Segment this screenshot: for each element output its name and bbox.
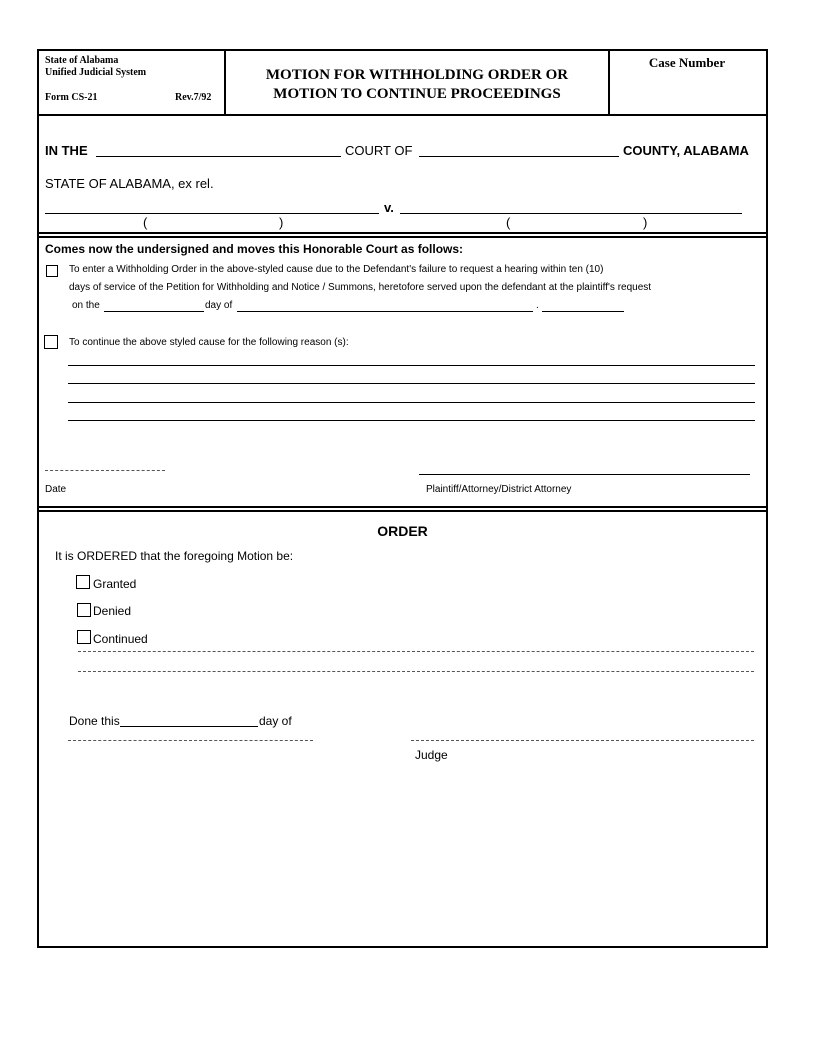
- day-of-label: day of: [205, 300, 233, 311]
- state-name: State of Alabama: [45, 55, 119, 66]
- order-day-of-label: day of: [259, 714, 292, 728]
- versus-label: v.: [384, 200, 394, 215]
- form-number: Form CS-21: [45, 92, 98, 103]
- reason-line[interactable]: [68, 365, 755, 366]
- judge-signature-field[interactable]: [411, 740, 754, 741]
- order-notes-line[interactable]: [78, 671, 754, 672]
- header-bottom-rule: [37, 114, 768, 116]
- withholding-order-checkbox[interactable]: [46, 265, 58, 277]
- date-label: Date: [45, 484, 67, 495]
- case-number-label: Case Number: [648, 55, 726, 70]
- reason-line[interactable]: [68, 420, 755, 421]
- signer-label: Plaintiff/Attorney/District Attorney: [426, 484, 572, 495]
- state-ex-rel-label: STATE OF ALABAMA, ex rel.: [45, 176, 214, 191]
- in-the-label: IN THE: [45, 143, 88, 158]
- option1-text-line1: To enter a Withholding Order in the above-styled cause due to the Defendant's failure to request a hearing within ten (10): [69, 264, 604, 275]
- on-the-label: on the: [72, 300, 100, 311]
- period-mark: .: [536, 300, 539, 311]
- defendant-name-field[interactable]: [400, 213, 742, 214]
- case-number-field[interactable]: [610, 72, 764, 112]
- order-heading: ORDER: [377, 523, 428, 539]
- caption-rule-2: [37, 236, 768, 238]
- plaintiff-name-field[interactable]: [45, 213, 379, 214]
- county-label: COUNTY, ALABAMA: [623, 143, 749, 158]
- court-of-label: COURT OF: [345, 143, 413, 158]
- caption-rule-1: [37, 232, 768, 234]
- title-line-2: MOTION TO CONTINUE PROCEEDINGS: [273, 86, 561, 102]
- reason-line[interactable]: [68, 383, 755, 384]
- reason-line[interactable]: [68, 402, 755, 403]
- system-name: Unified Judicial System: [45, 67, 147, 78]
- order-day-field[interactable]: [120, 726, 258, 727]
- denied-checkbox[interactable]: [77, 603, 91, 617]
- defendant-paren-open: (: [506, 215, 511, 230]
- option2-text: To continue the above styled cause for the following reason (s):: [69, 337, 349, 348]
- agency-block: [45, 55, 146, 79]
- signature-field[interactable]: [419, 474, 750, 475]
- judge-label: Judge: [415, 748, 448, 762]
- service-day-field[interactable]: [104, 311, 204, 312]
- order-intro: It is ORDERED that the foregoing Motion be:: [55, 549, 294, 563]
- plaintiff-paren-open: (: [143, 215, 148, 230]
- denied-label: Denied: [93, 604, 132, 618]
- order-notes-line[interactable]: [78, 651, 754, 652]
- service-year-field[interactable]: [542, 311, 624, 312]
- motion-rule-1: [37, 506, 768, 508]
- motion-rule-2: [37, 510, 768, 512]
- court-name-field[interactable]: [96, 156, 341, 157]
- order-date-field[interactable]: [68, 740, 313, 741]
- date-field[interactable]: [45, 470, 165, 471]
- continued-checkbox[interactable]: [77, 630, 91, 644]
- form-title: [226, 66, 608, 104]
- option1-text-line2: days of service of the Petition for Withholding and Notice / Summons, heretofore served upon the defendant at the plaintiff's request: [69, 282, 652, 293]
- continued-label: Continued: [93, 632, 148, 646]
- granted-label: Granted: [93, 577, 137, 591]
- county-name-field[interactable]: [419, 156, 619, 157]
- form-revision: Rev.7/92: [175, 92, 212, 103]
- service-month-field[interactable]: [237, 311, 533, 312]
- continue-checkbox[interactable]: [44, 335, 58, 349]
- granted-checkbox[interactable]: [76, 575, 90, 589]
- done-this-label: Done this: [69, 714, 120, 728]
- defendant-paren-close: ): [643, 215, 648, 230]
- motion-intro: Comes now the undersigned and moves this Honorable Court as follows:: [45, 242, 464, 256]
- title-line-1: MOTION FOR WITHHOLDING ORDER OR: [265, 67, 569, 83]
- plaintiff-paren-close: ): [279, 215, 284, 230]
